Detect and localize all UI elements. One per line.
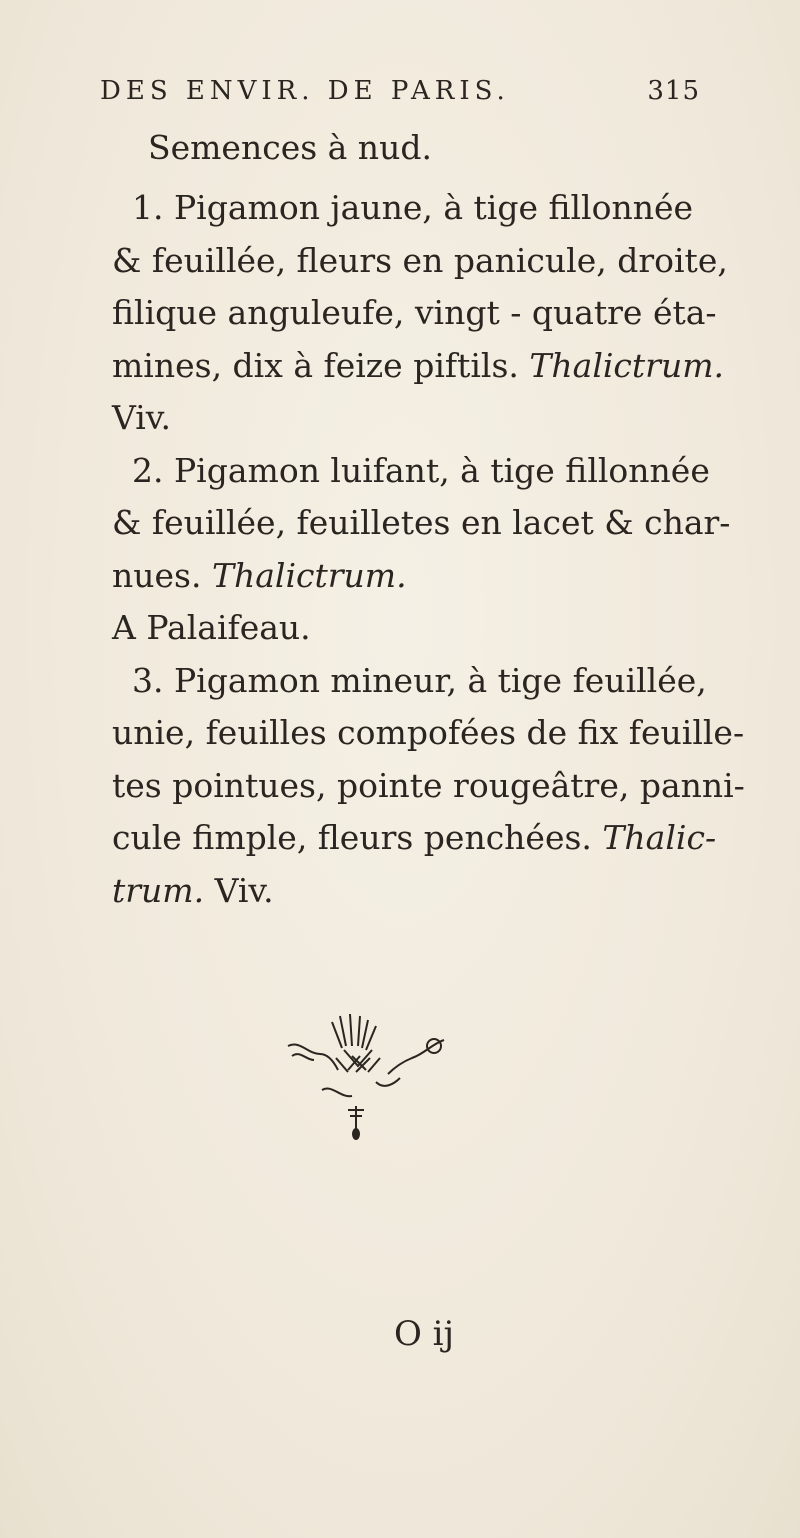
text-line: mines, dix à feize piftils. Thalictrum. [112,345,724,385]
text-line: 3. Pigamon mineur, à tige feuillée, [132,660,707,700]
text-line: Viv. [112,398,172,437]
text-line: unie, feuilles compofées de fix feuille- [112,713,745,752]
signature-mark: O ij [394,1314,455,1354]
text-line: 2. Pigamon luifant, à tige fillonnée [132,450,710,490]
ornament-icon [248,1010,468,1140]
body-text [112,182,745,917]
text-line: 1. Pigamon jaune, à tige fillonnée [132,188,694,227]
text-line: cule fimple, fleurs penchées. Thalic- [112,818,717,857]
page-number: 315 [647,76,700,106]
text-line: & feuillée, fleurs en panicule, droite, [112,240,728,280]
text-line: nues. Thalictrum. [112,555,407,595]
running-head [100,76,700,106]
section-title: Semences à nud. [148,128,432,167]
text-line: & feuillée, feuilletes en lacet & char- [112,503,731,542]
text-line: filique anguleufe, vingt - quatre éta- [112,293,717,332]
text-line: tes pointues, pointe rougeâtre, panni- [112,765,745,805]
text-line: A Palaifeau. [112,608,311,647]
running-head-title: DES ENVIR. DE PARIS. [100,76,510,106]
text-line: trum. Viv. [112,870,274,910]
